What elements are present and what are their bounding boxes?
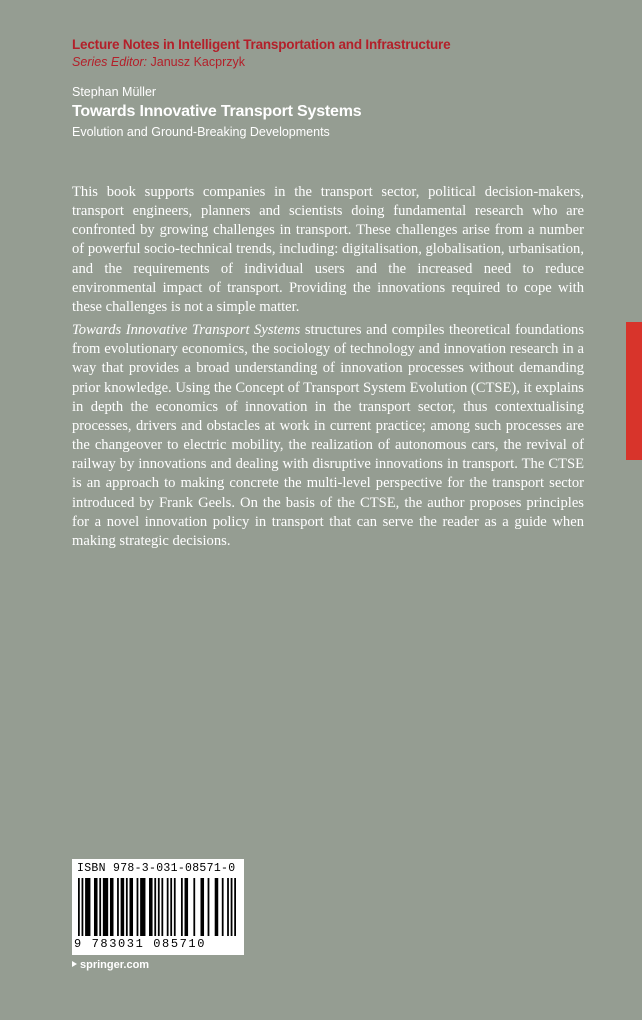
barcode-bar — [140, 878, 145, 936]
blurb-book-title: Towards Innovative Transport Systems — [72, 322, 301, 339]
barcode-bar — [185, 878, 189, 936]
barcode-bar — [110, 878, 114, 936]
blurb-paragraph-2-text: structures and compiles theoretical foundations from evolutionary economics, the sociology of technology and innovation research in a way that provides a broad understanding of innovation processes without demanding prior knowledge. Using the Concept of Transport System Evolution (CTSE), it explains in depth the economics of innovation in the transport sector, thus contextualising processes, drivers and obstacles at work in current practice; among such processes are the changeover to electric mobility, the realization of autonomous cars, the revival of railway by innovations and dealing with disruptive innovations in transport. The CTSE is an approach to making concrete the multi-level perspective for the transport sector introduced by Frank Geels. On the basis of the CTSE, the author proposes principles for a novel innovation policy in transport that can serve the reader as a guide when making strategic decisions. — [72, 322, 585, 549]
barcode-bar — [227, 878, 229, 936]
barcode-bar — [121, 878, 125, 936]
book-subtitle: Evolution and Ground-Breaking Developments — [72, 125, 330, 139]
barcode-bar — [200, 878, 204, 936]
cover-header — [72, 36, 612, 141]
barcode-bar — [85, 878, 90, 936]
barcode-digits: 9 783031 085710 — [74, 937, 207, 951]
barcode-bar — [193, 878, 195, 936]
series-editor-label: Series Editor: — [72, 55, 148, 69]
barcode-bars — [78, 878, 238, 938]
publisher-link[interactable] — [72, 958, 149, 972]
barcode-bar — [117, 878, 119, 936]
barcode-bar — [103, 878, 108, 936]
book-title: Towards Innovative Transport Systems — [72, 103, 362, 120]
barcode-bar — [99, 878, 101, 936]
blurb-paragraph-2 — [72, 321, 584, 551]
blurb — [72, 183, 584, 551]
barcode-bar — [161, 878, 163, 936]
barcode-bar — [167, 878, 169, 936]
barcode-bar — [137, 878, 139, 936]
barcode-box — [72, 859, 244, 955]
barcode-bar — [154, 878, 156, 936]
barcode-bar — [208, 878, 210, 936]
barcode-bar — [158, 878, 160, 936]
barcode-bar — [181, 878, 183, 936]
author-name: Stephan Müller — [72, 85, 157, 99]
barcode-bar — [231, 878, 233, 936]
isbn-label: ISBN 978-3-031-08571-0 — [77, 862, 236, 875]
barcode-bar — [170, 878, 172, 936]
series-editor-name: Janusz Kacprzyk — [150, 55, 245, 69]
arrow-right-icon — [72, 961, 77, 967]
barcode-bar — [126, 878, 128, 936]
barcode-bar — [234, 878, 236, 936]
barcode-bar — [78, 878, 80, 936]
series-editor — [72, 54, 612, 71]
barcode-bar — [215, 878, 219, 936]
publisher-website: springer.com — [80, 959, 150, 971]
barcode-bar — [94, 878, 98, 936]
barcode-bar — [82, 878, 84, 936]
barcode-bar — [174, 878, 176, 936]
barcode-bar — [149, 878, 153, 936]
barcode-bar — [222, 878, 224, 936]
red-edge-tab — [626, 322, 642, 460]
series-title: Lecture Notes in Intelligent Transportation and Infrastructure — [72, 37, 451, 52]
barcode-bar — [129, 878, 133, 936]
blurb-paragraph-1: This book supports companies in the transport sector, political decision-makers, transport engineers, planners and scientists doing fundamental research who are confronted by growing challenges in transport. These challenges arise from a number of powerful socio-technical trends, including: digitalisation, globalisation, urbanisation, and the requirements of individual users and the increased need to reduce environmental impact of transport. Providing the innovations required to cope with these challenges is not a simple matter. — [72, 184, 584, 315]
